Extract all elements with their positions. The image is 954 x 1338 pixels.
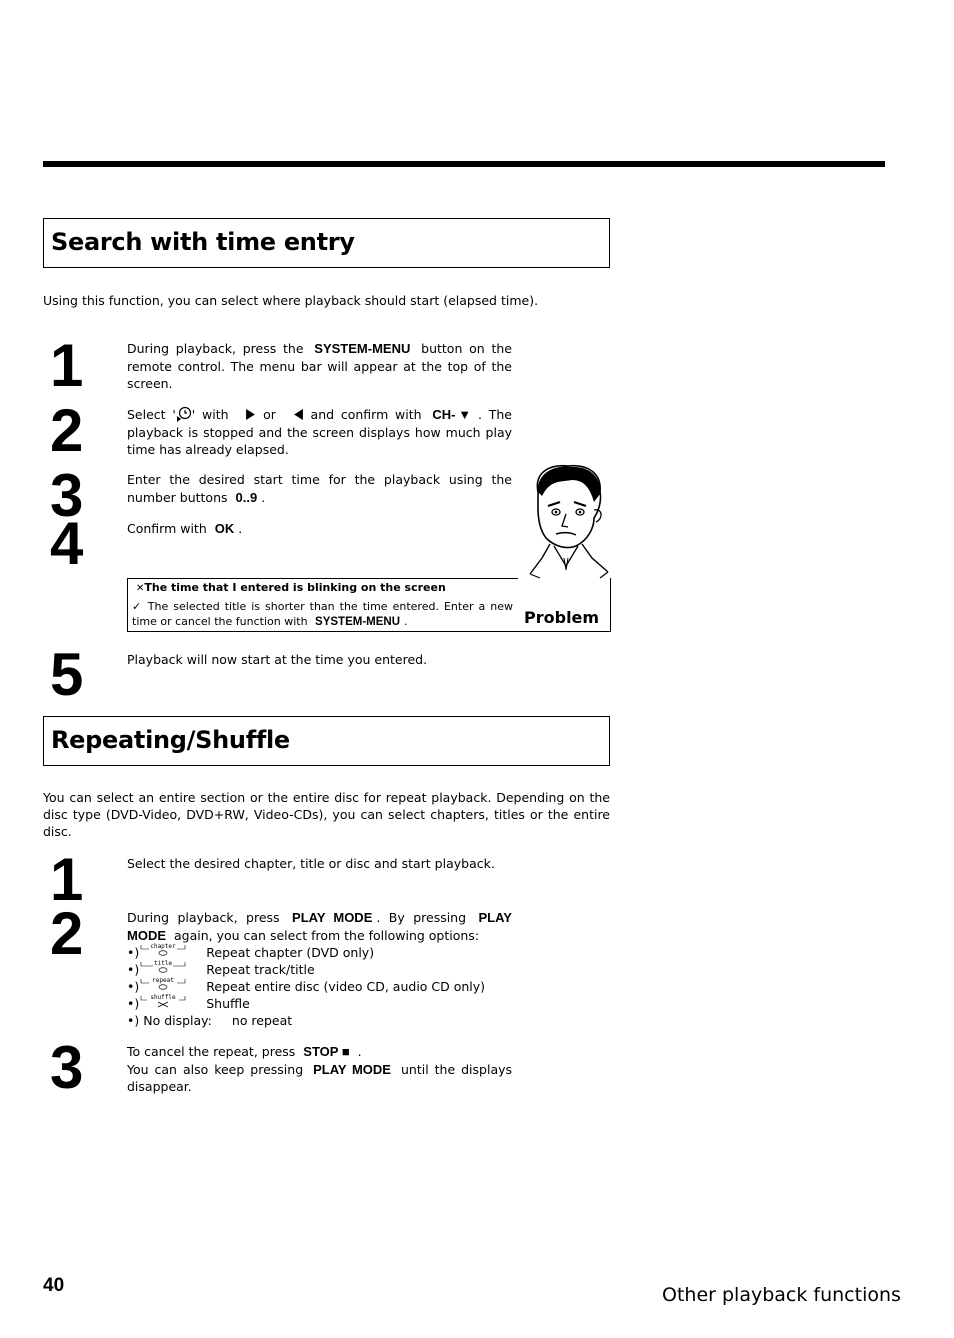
section-intro: Using this function, you can select where playback should start (elapsed time). xyxy=(43,293,539,308)
section-title: Repeating/Shuffle xyxy=(51,726,290,754)
list-item: •) title Repeat track/title xyxy=(127,960,315,977)
step-number: 1 xyxy=(50,846,82,913)
step-text: Select ' ' with or and confirm with CH-▼ . The playback is stopped and the screen displays how much play time has already elapsed. xyxy=(127,407,512,457)
list-item: •) No display: no repeat xyxy=(127,1012,293,1028)
top-rule xyxy=(43,161,885,167)
step-text: To cancel the repeat, press STOP ■ . You can also keep pressing PLAY MODE until the displays disappear. xyxy=(127,1044,513,1094)
problem-label: Problem xyxy=(524,608,600,627)
confused-man-illustration xyxy=(520,462,612,582)
repeat-disc-icon xyxy=(139,977,189,996)
step-text: Playback will now start at the time you entered. xyxy=(127,652,428,667)
step-number: 2 xyxy=(50,397,82,464)
step-text: Enter the desired start time for the playback using the number buttons 0..9 . xyxy=(127,472,512,505)
page-number: 40 xyxy=(43,1275,65,1296)
svg-text:title: title xyxy=(154,960,173,968)
svg-text:repeat: repeat xyxy=(152,977,175,985)
step-text: During playback, press the SYSTEM-MENU button on the remote control. The menu bar will appear at the top of the screen. xyxy=(127,341,512,391)
chapter-title: Other playback functions xyxy=(662,1284,901,1306)
problem-box xyxy=(127,578,611,632)
clock-search-icon xyxy=(176,406,192,422)
shuffle-icon xyxy=(139,994,189,1013)
section-heading-repeat xyxy=(43,716,610,766)
list-item: •) chapter Repeat chapter (DVD only) xyxy=(127,943,375,960)
list-item: •) shuffle Shuffle xyxy=(127,994,250,1011)
svg-text:chapter: chapter xyxy=(150,943,176,951)
section-heading-search xyxy=(43,218,610,268)
section-intro: You can select an entire section or the entire disc for repeat playback. Depending on the disc type (DVD-Video, DVD+RW, Video-CDs), you can select chapters, titles or the entire disc. xyxy=(43,790,610,839)
repeat-title-icon xyxy=(139,960,189,979)
repeat-chapter-icon xyxy=(139,943,189,962)
svg-text:shuffle: shuffle xyxy=(150,994,176,1002)
checkmark-icon: ✓ xyxy=(132,600,143,613)
step-text: Confirm with OK . xyxy=(127,521,243,536)
step-number: 5 xyxy=(50,641,82,708)
problem-solution: ✓ The selected title is shorter than the time entered. Enter a new time or cancel the function with SYSTEM-MENU . xyxy=(132,600,514,628)
cross-icon: ✕ xyxy=(136,583,145,594)
step-number: 4 xyxy=(50,510,82,577)
section-title: Search with time entry xyxy=(51,228,355,256)
list-item: •) repeat Repeat entire disc (video CD, audio CD only) xyxy=(127,977,486,994)
options-list xyxy=(127,944,512,1029)
step-text: Select the desired chapter, title or disc and start playback. xyxy=(127,856,495,871)
step-number: 3 xyxy=(50,462,82,529)
step-number: 3 xyxy=(50,1034,82,1101)
step-number: 2 xyxy=(50,900,82,967)
right-arrow-icon xyxy=(245,409,256,420)
problem-title: ✕The time that I entered is blinking on the screen xyxy=(136,581,446,594)
step-number: 1 xyxy=(50,332,82,399)
step-text: During playback, press PLAY MODE . By pressing PLAY MODE again, you can select from the following options: •) chapter Repeat chapter (DVD only) •) title Repeat track/title •) repeat Repeat entire disc (video CD, audio CD only) •) shuffle Shuffle •) No display: no repeat xyxy=(127,910,512,1028)
left-arrow-icon xyxy=(293,409,304,420)
